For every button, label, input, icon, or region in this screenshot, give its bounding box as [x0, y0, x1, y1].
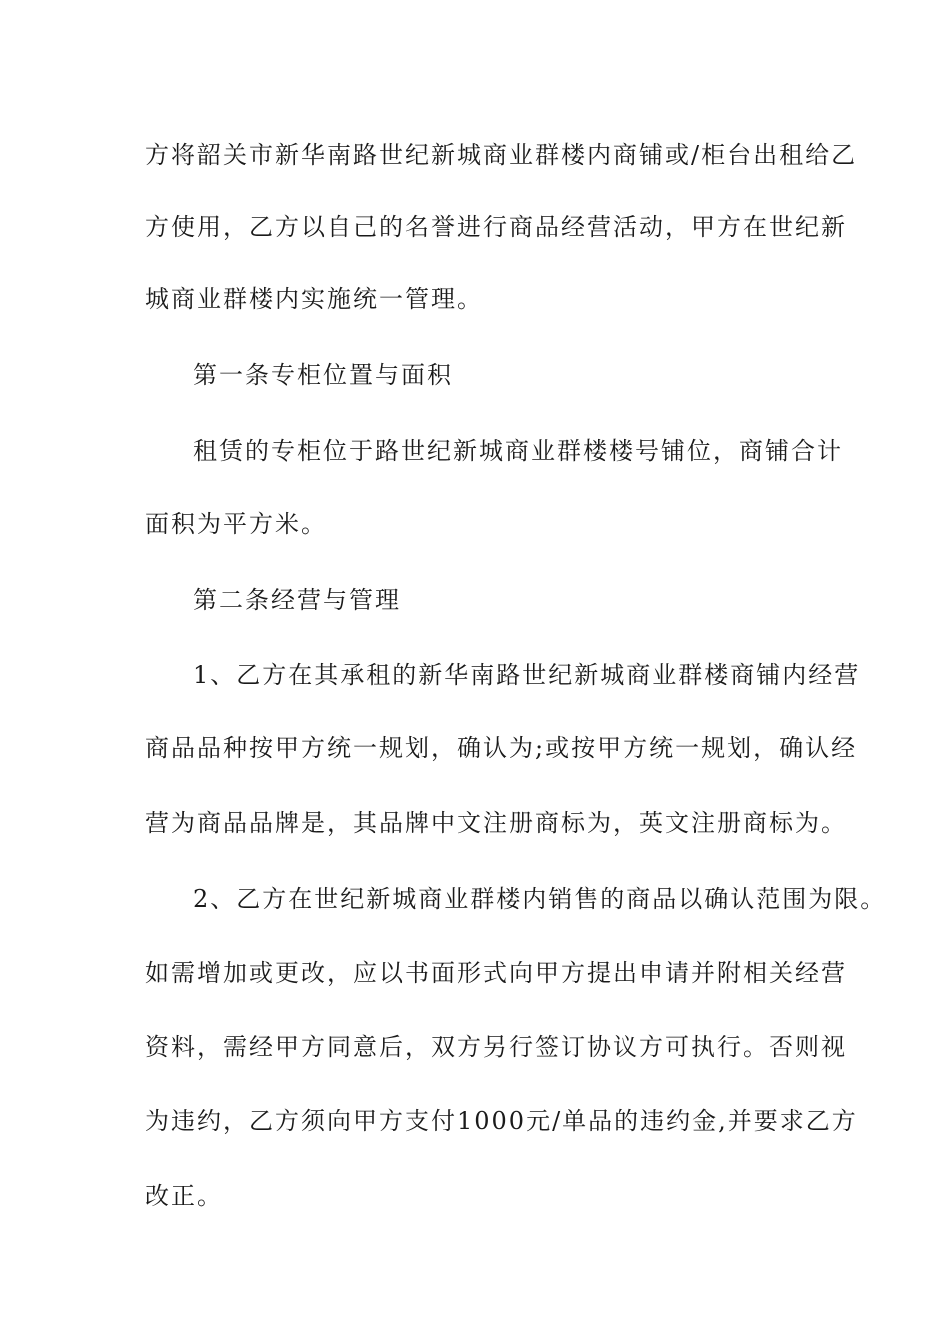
- paragraph-line: 如需增加或更改，应以书面形式向甲方提出申请并附相关经营: [145, 959, 847, 987]
- paragraph-line: 1、乙方在其承租的新华南路世纪新城商业群楼商铺内经营: [193, 661, 861, 689]
- paragraph-line: 方将韶关市新华南路世纪新城商业群楼内商铺或/柜台出租给乙: [145, 141, 858, 169]
- paragraph-line: 2、乙方在世纪新城商业群楼内销售的商品以确认范围为限。: [193, 885, 887, 913]
- paragraph-line: 商品品种按甲方统一规划，确认为;或按甲方统一规划，确认经: [145, 734, 858, 762]
- paragraph-line: 为违约，乙方须向甲方支付1000元/单品的违约金,并要求乙方: [145, 1107, 858, 1135]
- section-heading: 第二条经营与管理: [193, 586, 401, 614]
- paragraph-line: 改正。: [145, 1182, 223, 1210]
- paragraph-line: 方使用，乙方以自己的名誉进行商品经营活动，甲方在世纪新: [145, 213, 847, 241]
- paragraph-line: 资料，需经甲方同意后，双方另行签订协议方可执行。否则视: [145, 1033, 847, 1061]
- paragraph-line: 租赁的专柜位于路世纪新城商业群楼楼号铺位，商铺合计: [193, 437, 843, 465]
- paragraph-line: 营为商品品牌是，其品牌中文注册商标为，英文注册商标为。: [145, 809, 847, 837]
- paragraph-line: 面积为平方米。: [145, 510, 327, 538]
- paragraph-line: 城商业群楼内实施统一管理。: [145, 285, 483, 313]
- section-heading: 第一条专柜位置与面积: [193, 361, 453, 389]
